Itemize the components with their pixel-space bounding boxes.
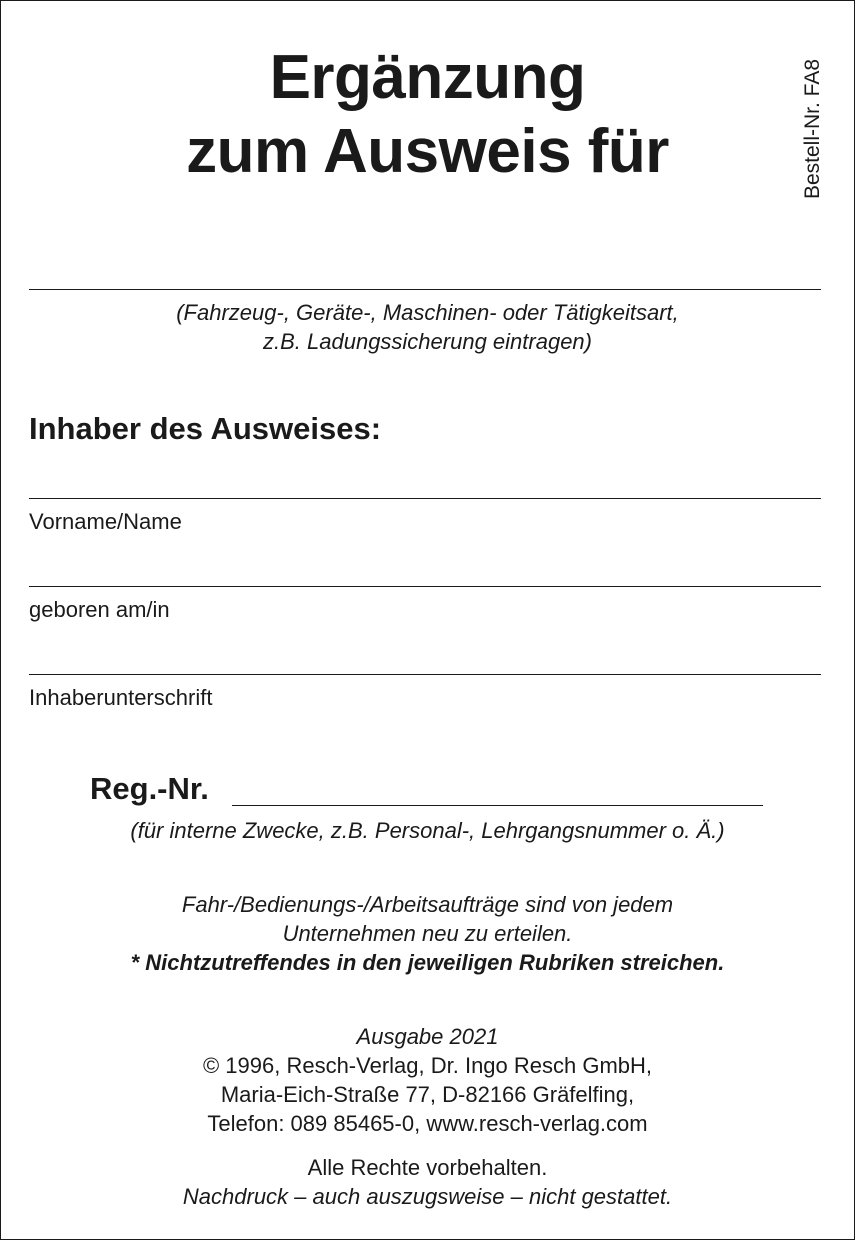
address-text: Maria-Eich-Straße 77, D-82166 Gräfelfing, (220, 1082, 635, 1107)
contact-text: Telefon: 089 85465-0, www.resch-verlag.com (207, 1111, 648, 1136)
title-line-2: zum Ausweis für (186, 117, 669, 186)
type-hint (1, 298, 854, 356)
name-field-label: Vorname/Name (29, 509, 182, 534)
notice-line-2: Unternehmen neu zu erteilen. (282, 921, 573, 946)
holder-heading: Inhaber des Ausweises: (29, 411, 382, 446)
reprint-text: Nachdruck – auch auszugsweise – nicht gestattet. (182, 1184, 673, 1209)
birth-entry-line[interactable] (29, 586, 821, 587)
edition-text: Ausgabe 2021 (356, 1024, 499, 1049)
imprint-block (1, 1022, 854, 1138)
name-entry-line[interactable] (29, 498, 821, 499)
signature-entry-line[interactable] (29, 674, 821, 675)
notice-block (1, 890, 854, 977)
type-entry-line[interactable] (29, 289, 821, 290)
reg-number-entry-line[interactable] (232, 805, 763, 806)
notice-line-1: Fahr-/Bedienungs-/Arbeitsaufträge sind von jedem (181, 892, 674, 917)
type-hint-line-1: (Fahrzeug-, Geräte-, Maschinen- oder Tätigkeitsart, (176, 300, 679, 325)
signature-field-label: Inhaberunterschrift (29, 685, 213, 710)
reg-number-hint: (für interne Zwecke, z.B. Personal-, Lehrgangsnummer o. Ä.) (130, 818, 725, 843)
title-line-1: Ergänzung (269, 43, 586, 112)
birth-field-label: geboren am/in (29, 597, 170, 622)
type-hint-line-2: z.B. Ladungssicherung eintragen) (263, 329, 592, 354)
rights-text: Alle Rechte vorbehalten. (307, 1155, 548, 1180)
form-title (1, 41, 854, 189)
order-number-label: Bestell-Nr. FA8 (801, 58, 824, 200)
rights-block (1, 1153, 854, 1211)
copyright-text: © 1996, Resch-Verlag, Dr. Ingo Resch GmbH, (202, 1053, 653, 1078)
reg-number-label: Reg.-Nr. (90, 771, 209, 806)
notice-line-3: * Nichtzutreffendes in den jeweiligen Rubriken streichen. (130, 950, 725, 975)
